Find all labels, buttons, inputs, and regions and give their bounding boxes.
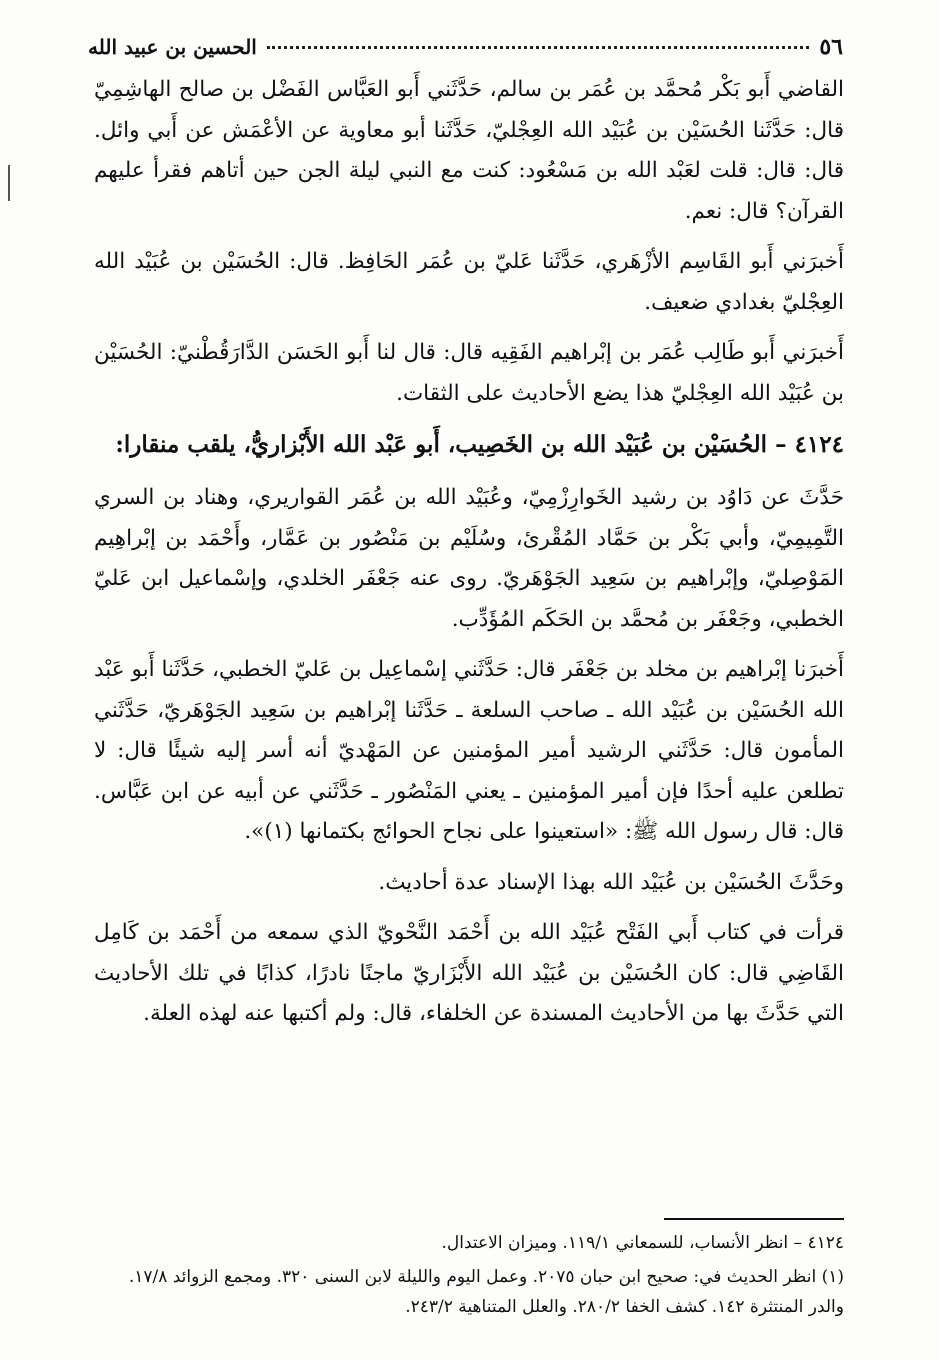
paragraph: أَخبرَنا إبْراهيم بن مخلد بن جَعْفَر قال: حَدَّثَني إسْماعِيل بن عَليّ الخطبي، حَدَّثَنا أَبو عَبْد الله الحُسَيْن بن عُبَيْد الله ـ صاحب السلعة ـ حَدَّثَنا إبْراهيم بن سَعِيد الجَوْهَريّ، حَدَّثَني المأمون قال: حَدَّثَني الرشيد أمير المؤمنين عن المَهْديّ أنه أسر إليه شيئًا قال: لا تطلعن عليه أحدًا فإن أمير المؤمنين ـ يعني المَنْصُور ـ حَدَّثَني عن أبيه عن ابن عَبَّاس. قال: قال رسول الله ﷺ: «استعينوا على نجاح الحوائج بكتمانها (١)». [94, 657, 844, 844]
scan-edge-mark [8, 165, 10, 201]
footnote-separator [664, 1218, 844, 1220]
entry-heading: ٤١٢٤ – الحُسَيْن بن عُبَيْد الله بن الخَصِيب، أَبو عَبْد الله الأَبْزاريُّ، يلقب منقارا: [115, 431, 844, 458]
paragraph: أَخبرَني أَبو القَاسِم الأزْهَري، حَدَّثَنا عَليّ بن عُمَر الحَافِظ. قال: الحُسَيْن بن عُبَيْد الله العِجْليّ بغدادي ضعيف. [94, 249, 844, 315]
paragraph: أَخبرَني أَبو طَالِب عُمَر بن إبْراهيم الفَقِيه قال: قال لنا أَبو الحَسَن الدَّارَقُطْنيّ: الحُسَيْن بن عُبَيْد الله العِجْليّ هذا يضع الأحاديث على الثقات. [94, 340, 844, 406]
footnote: (١) انظر الحديث في: صحيح ابن حبان ٢٠٧٥. وعمل اليوم والليلة لابن السنى ٣٢٠. ومجمع الزوائد ١٧/٨. والدر المنتثرة ١٤٢. كشف الخفا ٢٨٠/٢. والعلل المتناهية ٢٤٣/٢. [128, 1267, 844, 1317]
paragraph: القاضي أَبو بَكْر مُحمَّد بن عُمَر بن سالم، حَدَّثَني أَبو العَبَّاس الفَضْل بن صالح الهاشِمِيّ قال: حَدَّثَنا الحُسَيْن بن عُبَيْد الله العِجْليّ، حَدَّثَنا أبو معاوية عن الأعْمَش عن أَبي وائل. قال: قال: قلت لعَبْد الله بن مَسْعُود: كنت مع النبي ليلة الجن حين أتاهم فقرأ عليهم القرآن؟ قال: نعم. [94, 77, 844, 224]
header-leader-dots [267, 46, 810, 49]
page-body [94, 70, 844, 1045]
paragraph: وحَدَّثَ الحُسَيْن بن عُبَيْد الله بهذا الإسناد عدة أحاديث. [378, 869, 844, 895]
running-title: الحسين بن عبيد الله [88, 35, 257, 59]
page-header [88, 34, 843, 74]
page-number: ٥٦ [819, 34, 843, 60]
footnote: ٤١٢٤ – انظر الأنساب، للسمعاني ١١٩/١. وميزان الاعتدال. [441, 1233, 844, 1253]
footnotes [94, 1228, 844, 1326]
paragraph: حَدَّثَ عن دَاوُد بن رشيد الخَوارِزْمِيّ، وعُبَيْد الله بن عُمَر القواريري، وهناد بن السري التَّمِيمِيّ، وأبي بَكْر بن حَمَّاد المُقْرئ، وسُلَيْم بن مَنْصُور بن عَمَّار، وأَحْمَد بن إبْراهِيم المَوْصِليّ، وإبْراهيم بن سَعِيد الجَوْهَريّ. روى عنه جَعْفَر الخلدي، وإسْماعيل ابن عَليّ الخطبي، وجَعْفَر بن مُحمَّد بن الحَكَم المُؤَدِّب. [94, 485, 844, 632]
paragraph: قرأت في كتاب أَبي الفَتْح عُبَيْد الله بن أَحْمَد النَّحْويّ الذي سمعه من أَحْمَد بن كَامِل القَاضِي قال: كان الحُسَيْن بن عُبَيْد الله الأَبْزَاريّ ماجنًا نادرًا، كذابًا في تلك الأحاديث التي حَدَّثَ بها من الأحاديث المسندة عن الخلفاء، قال: ولم أكتبها عنه لهذه العلة. [94, 920, 844, 1026]
